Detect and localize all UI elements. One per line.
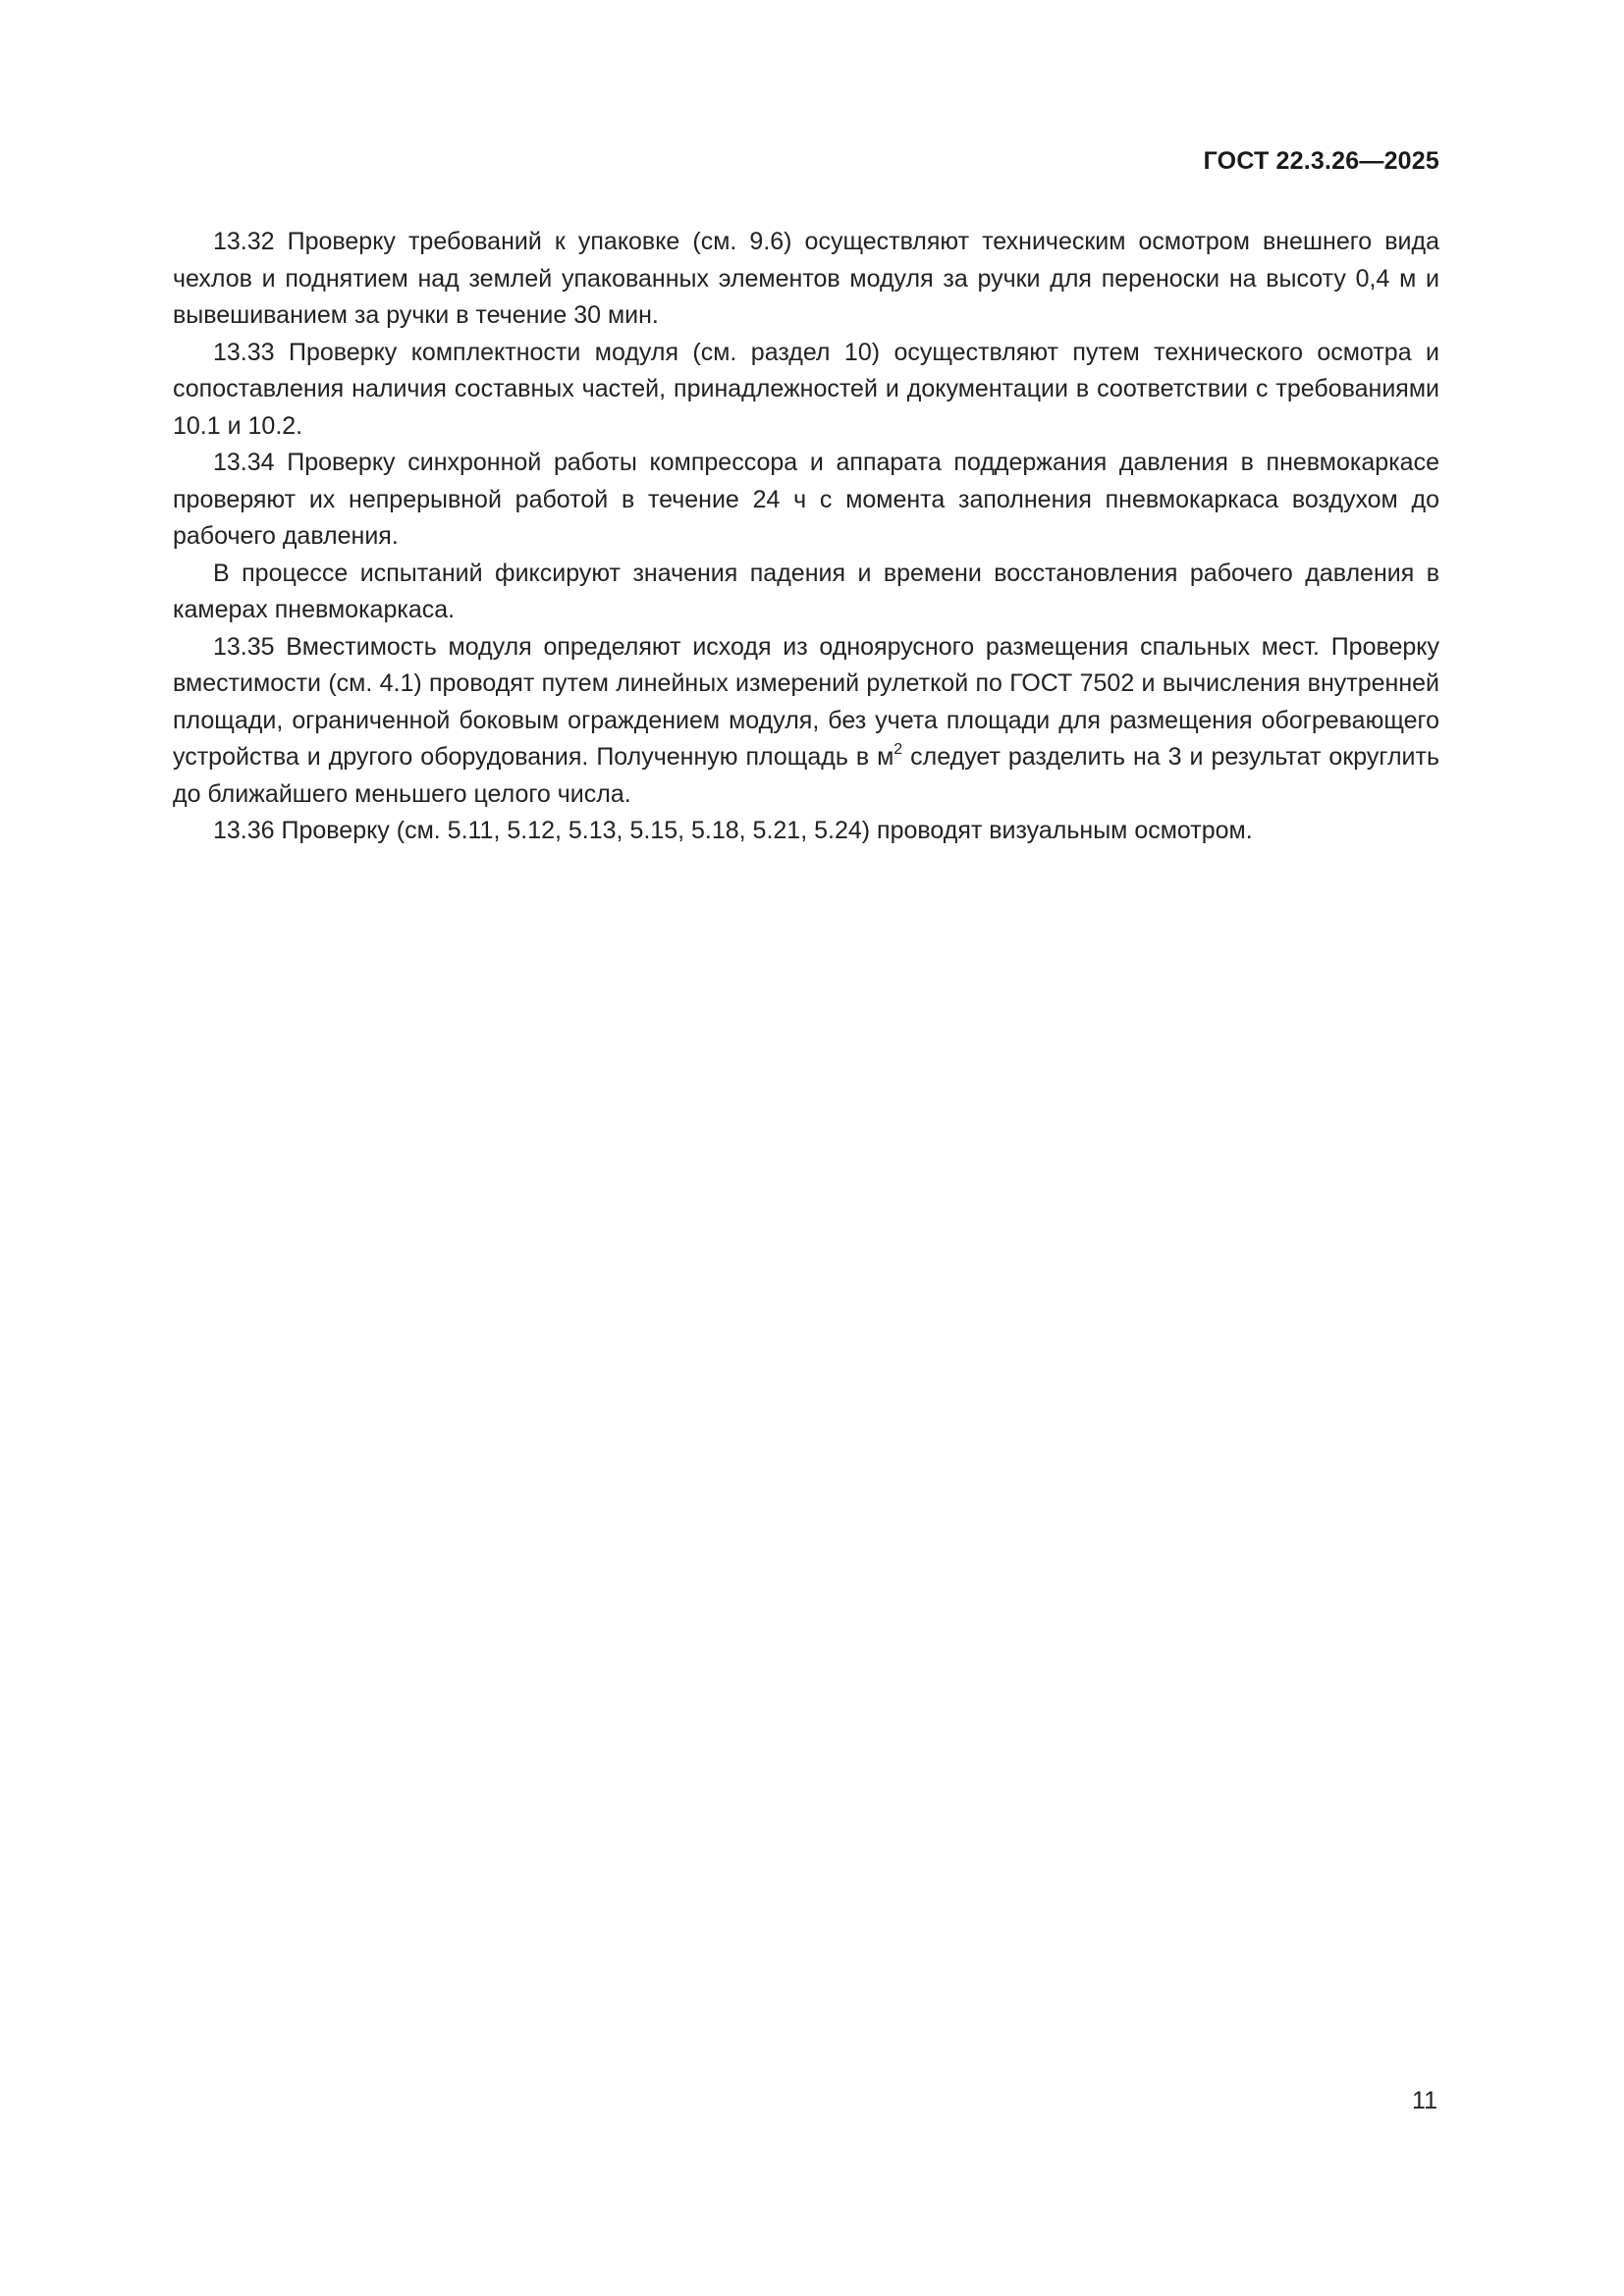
paragraph-13-34: 13.34 Проверку синхронной работы компрессора и аппарата поддержания давления в пневмокаркасе проверяют их непрерывной работой в течение 24 ч с момента заполнения пневмокаркаса воздухом до рабочего давления.: [173, 449, 1439, 550]
paragraph-13-35: [173, 629, 1439, 814]
paragraph-13-36: 13.36 Проверку (см. 5.11, 5.12, 5.13, 5.15, 5.18, 5.21, 5.24) проводят визуальным осмотром.: [213, 817, 1253, 844]
paragraph-13-32: 13.32 Проверку требований к упаковке (см. 9.6) осуществляют техническим осмотром внешнего вида чехлов и поднятием над землей упакованных элементов модуля за ручки для переноски на высоту 0,4 м и вывешиванием за ручки в течение 30 мин.: [173, 228, 1439, 329]
paragraph-test-process: В процессе испытаний фиксируют значения падения и времени восстановления рабочего давления в камерах пневмокаркаса.: [173, 559, 1439, 623]
paragraph-13-35-text: 13.35 Вместимость модуля определяют исходя из одноярусного размещения спальных мест. Проверку вместимости (см. 4.1) проводят путем линейных измерений рулеткой по ГОСТ 7502 и вычисления внутренней площади, ограниченной боковым ограждением модуля, без учета площади для размещения обогревающего устройства и другого оборудования. Полученную площадь в м: [173, 632, 1439, 771]
document-body: [173, 224, 1439, 850]
paragraph-13-35-text-end: следует разделить на 3 и результат округлить до ближайшего меньшего целого числа.: [173, 743, 1439, 808]
page-number: 11: [1412, 2087, 1437, 2114]
paragraph-13-33: 13.33 Проверку комплектности модуля (см. раздел 10) осуществляют путем технического осмотра и сопоставления наличия составных частей, принадлежностей и документации в соответствии с требованиями 10.1 и 10.2.: [173, 338, 1439, 440]
standard-designation: ГОСТ 22.3.26—2025: [1203, 147, 1439, 175]
square-meter-superscript: 2: [893, 740, 903, 758]
